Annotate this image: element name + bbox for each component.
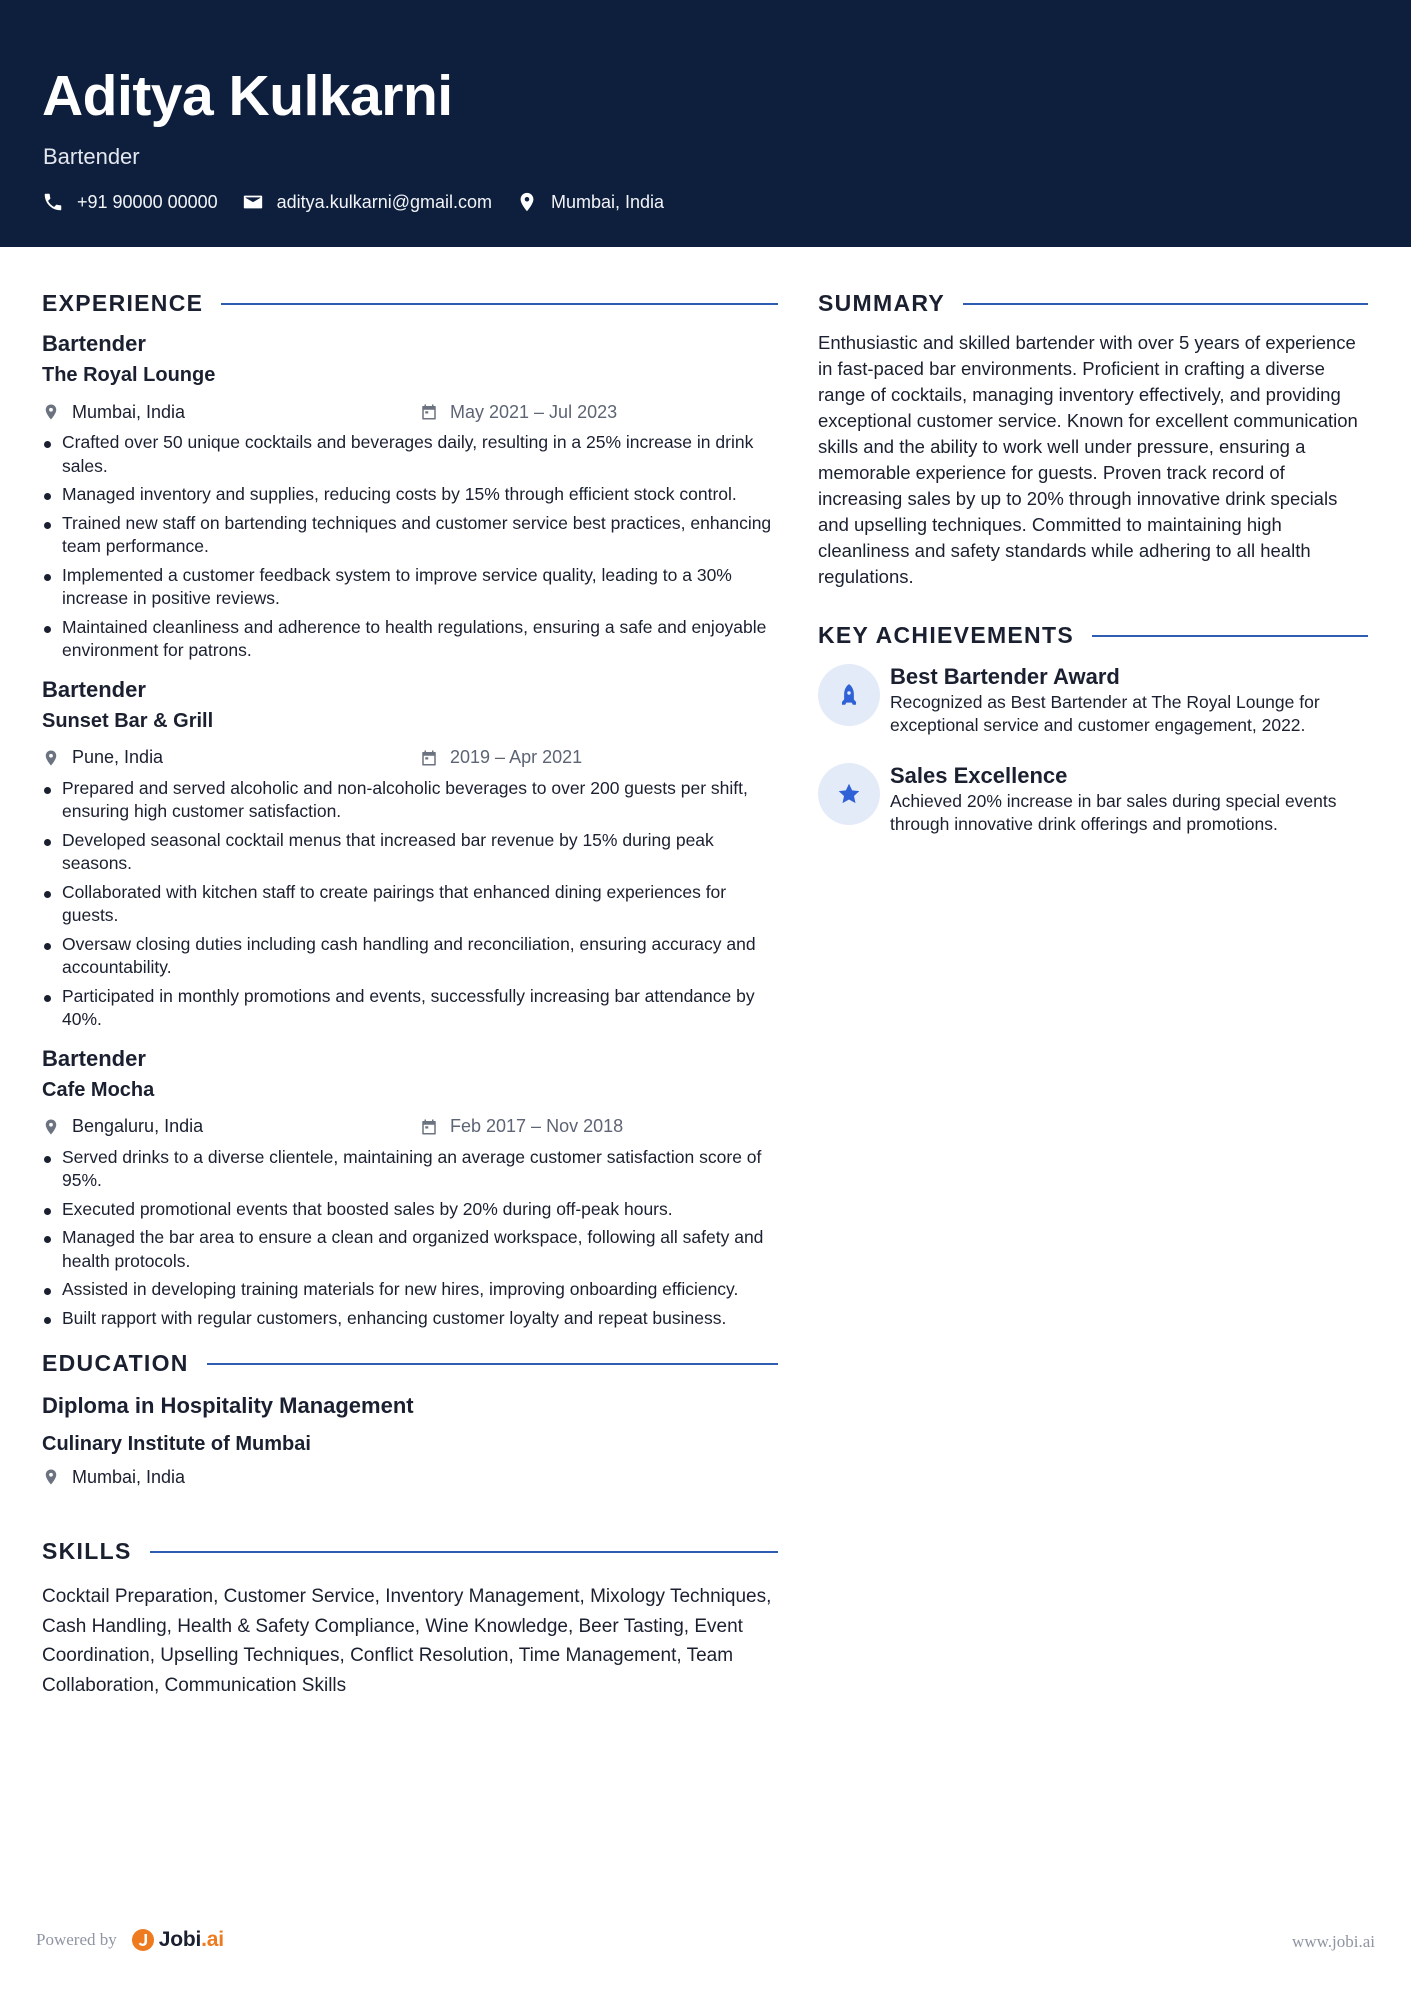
footer-website-link[interactable]: www.jobi.ai xyxy=(1292,1932,1375,1951)
bullet-item: Maintained cleanliness and adherence to health regulations, ensuring a safe and enjoyable environment for patrons. xyxy=(42,616,778,663)
jobi-logo-text[interactable] xyxy=(159,1928,224,1952)
section-divider xyxy=(221,303,778,305)
skills-section-header xyxy=(42,1536,778,1566)
bullet-item: Trained new staff on bartending techniques and customer service best practices, enhancing team performance. xyxy=(42,512,778,559)
job-meta xyxy=(42,1114,778,1140)
education-location-text: Mumbai, India xyxy=(72,1466,186,1487)
job-bullets xyxy=(42,777,778,1032)
phone-icon xyxy=(42,191,64,213)
achievement-body xyxy=(890,763,1368,836)
bullet-item: Assisted in developing training materials for new hires, improving onboarding efficiency. xyxy=(42,1278,778,1302)
achievement-title: Best Bartender Award xyxy=(890,664,1120,689)
education-entry xyxy=(42,1392,778,1490)
left-column xyxy=(42,288,778,1700)
job-entry xyxy=(42,1045,778,1331)
job-location-text: Mumbai, India xyxy=(72,401,186,422)
job-dates xyxy=(420,402,617,423)
bullet-item: Built rapport with regular customers, enhancing customer loyalty and repeat business. xyxy=(42,1307,778,1331)
phone-text: +91 90000 00000 xyxy=(77,191,218,212)
email-text: aditya.kulkarni@gmail.com xyxy=(276,191,493,212)
achievement-item xyxy=(818,763,1368,836)
section-divider xyxy=(207,1363,778,1365)
section-divider xyxy=(1092,635,1368,637)
job-dates-text: 2019 – Apr 2021 xyxy=(450,747,583,767)
achievement-desc: Recognized as Best Bartender at The Royal Lounge for exceptional service and customer engagement, 2022. xyxy=(890,692,1320,735)
resume-header xyxy=(0,0,1411,247)
jobi-logo-icon[interactable] xyxy=(131,1928,159,1952)
job-location xyxy=(42,747,420,768)
summary-text: Enthusiastic and skilled bartender with over 5 years of experience in fast-paced bar environments. Proficient in crafting a diverse range of cocktails, managing inventory effectively, and providing exceptional customer service. Known for excellent communication skills and the ability to work well under pressure, ensuring a memorable experience for guests. Proven track record of increasing sales by up to 20% through innovative drink specials and upselling techniques. Committed to maintaining high cleanliness and safety standards while adhering to all health regulations. xyxy=(818,332,1358,587)
job-location-text: Pune, India xyxy=(72,747,164,767)
job-company: Sunset Bar & Grill xyxy=(42,709,214,732)
location-pin-icon xyxy=(42,1467,60,1487)
job-meta xyxy=(42,399,778,425)
achievement-desc: Achieved 20% increase in bar sales during special events through innovative drink offerings and promotions. xyxy=(890,791,1337,834)
achievement-title: Sales Excellence xyxy=(890,763,1068,788)
bullet-item: Managed inventory and supplies, reducing costs by 15% through efficient stock control. xyxy=(42,483,778,507)
achievements-section-header xyxy=(818,620,1368,650)
education-meta xyxy=(42,1464,778,1490)
experience-section-header xyxy=(42,288,778,318)
job-dates xyxy=(420,747,582,768)
mail-icon xyxy=(242,191,264,213)
bullet-item: Oversaw closing duties including cash handling and reconciliation, ensuring accuracy and accountability. xyxy=(42,933,778,980)
bullet-item: Participated in monthly promotions and events, successfully increasing bar attendance by 40%. xyxy=(42,985,778,1032)
contact-row xyxy=(42,191,688,213)
job-location xyxy=(42,402,420,423)
job-title: Bartender xyxy=(42,676,146,702)
bullet-item: Crafted over 50 unique cocktails and beverages daily, resulting in a 25% increase in drink sales. xyxy=(42,431,778,478)
candidate-role: Bartender xyxy=(43,144,140,169)
education-degree: Diploma in Hospitality Management xyxy=(42,1393,414,1418)
achievement-badge xyxy=(818,664,880,726)
education-location xyxy=(42,1467,420,1488)
bullet-item: Executed promotional events that boosted sales by 20% during off-peak hours. xyxy=(42,1198,778,1222)
contact-email[interactable] xyxy=(242,191,492,213)
location-pin-icon xyxy=(42,1117,60,1137)
location-text: Mumbai, India xyxy=(551,191,665,212)
job-company: Cafe Mocha xyxy=(42,1078,155,1101)
bullet-item: Implemented a customer feedback system to improve service quality, leading to a 30% increase in positive reviews. xyxy=(42,564,778,611)
achievements-title: KEY ACHIEVEMENTS xyxy=(818,621,1074,648)
job-location xyxy=(42,1116,420,1137)
achievement-body xyxy=(890,664,1368,737)
logo-suffix: .ai xyxy=(201,1928,224,1951)
job-title: Bartender xyxy=(42,1045,146,1071)
achievement-badge xyxy=(818,763,880,825)
location-pin-icon xyxy=(516,191,538,213)
education-section-header xyxy=(42,1348,778,1378)
calendar-icon xyxy=(420,748,438,768)
contact-location xyxy=(516,191,664,213)
job-bullets xyxy=(42,431,778,663)
experience-title: EXPERIENCE xyxy=(42,289,204,316)
skills-title: SKILLS xyxy=(42,1537,132,1564)
summary-title: SUMMARY xyxy=(818,289,946,316)
right-column xyxy=(818,288,1368,836)
rocket-icon xyxy=(836,682,862,708)
job-bullets xyxy=(42,1146,778,1331)
calendar-icon xyxy=(420,402,438,422)
job-entry xyxy=(42,676,778,1032)
location-pin-icon xyxy=(42,402,60,422)
footer-branding xyxy=(36,1928,224,1952)
achievement-item xyxy=(818,664,1368,737)
job-meta xyxy=(42,745,778,771)
job-company: The Royal Lounge xyxy=(42,364,216,386)
bullet-item: Collaborated with kitchen staff to create pairings that enhanced dining experiences for guests. xyxy=(42,881,778,928)
powered-by-text: Powered by xyxy=(36,1930,117,1949)
job-entry xyxy=(42,330,778,663)
job-dates-text: May 2021 – Jul 2023 xyxy=(450,401,618,422)
star-icon xyxy=(836,781,862,807)
bullet-item: Served drinks to a diverse clientele, maintaining an average customer satisfaction score of 95%. xyxy=(42,1146,778,1193)
skills-list: Cocktail Preparation, Customer Service, Inventory Management, Mixology Techniques, Cash Handling, Health & Safety Compliance, Wine Knowledge, Beer Tasting, Event Coordination, Upselling Techniques, Conflict Resolution, Time Management, Team Collaboration, Communication Skills xyxy=(42,1586,772,1696)
job-dates xyxy=(420,1116,623,1137)
summary-section-header xyxy=(818,288,1368,318)
section-divider xyxy=(150,1551,778,1553)
contact-phone[interactable] xyxy=(42,191,218,213)
education-school: Culinary Institute of Mumbai xyxy=(42,1433,311,1455)
location-pin-icon xyxy=(42,748,60,768)
job-title: Bartender xyxy=(42,331,146,356)
bullet-item: Prepared and served alcoholic and non-alcoholic beverages to over 200 guests per shift, ensuring high customer satisfaction. xyxy=(42,777,778,824)
bullet-item: Managed the bar area to ensure a clean and organized workspace, following all safety and health protocols. xyxy=(42,1226,778,1273)
section-divider xyxy=(963,303,1368,305)
logo-name: Jobi xyxy=(158,1928,202,1951)
candidate-name: Aditya Kulkarni xyxy=(42,64,453,128)
calendar-icon xyxy=(420,1117,438,1137)
bullet-item: Developed seasonal cocktail menus that increased bar revenue by 15% during peak seasons. xyxy=(42,829,778,876)
job-location-text: Bengaluru, India xyxy=(72,1116,204,1136)
education-title: EDUCATION xyxy=(42,1349,189,1376)
job-dates-text: Feb 2017 – Nov 2018 xyxy=(450,1116,624,1136)
